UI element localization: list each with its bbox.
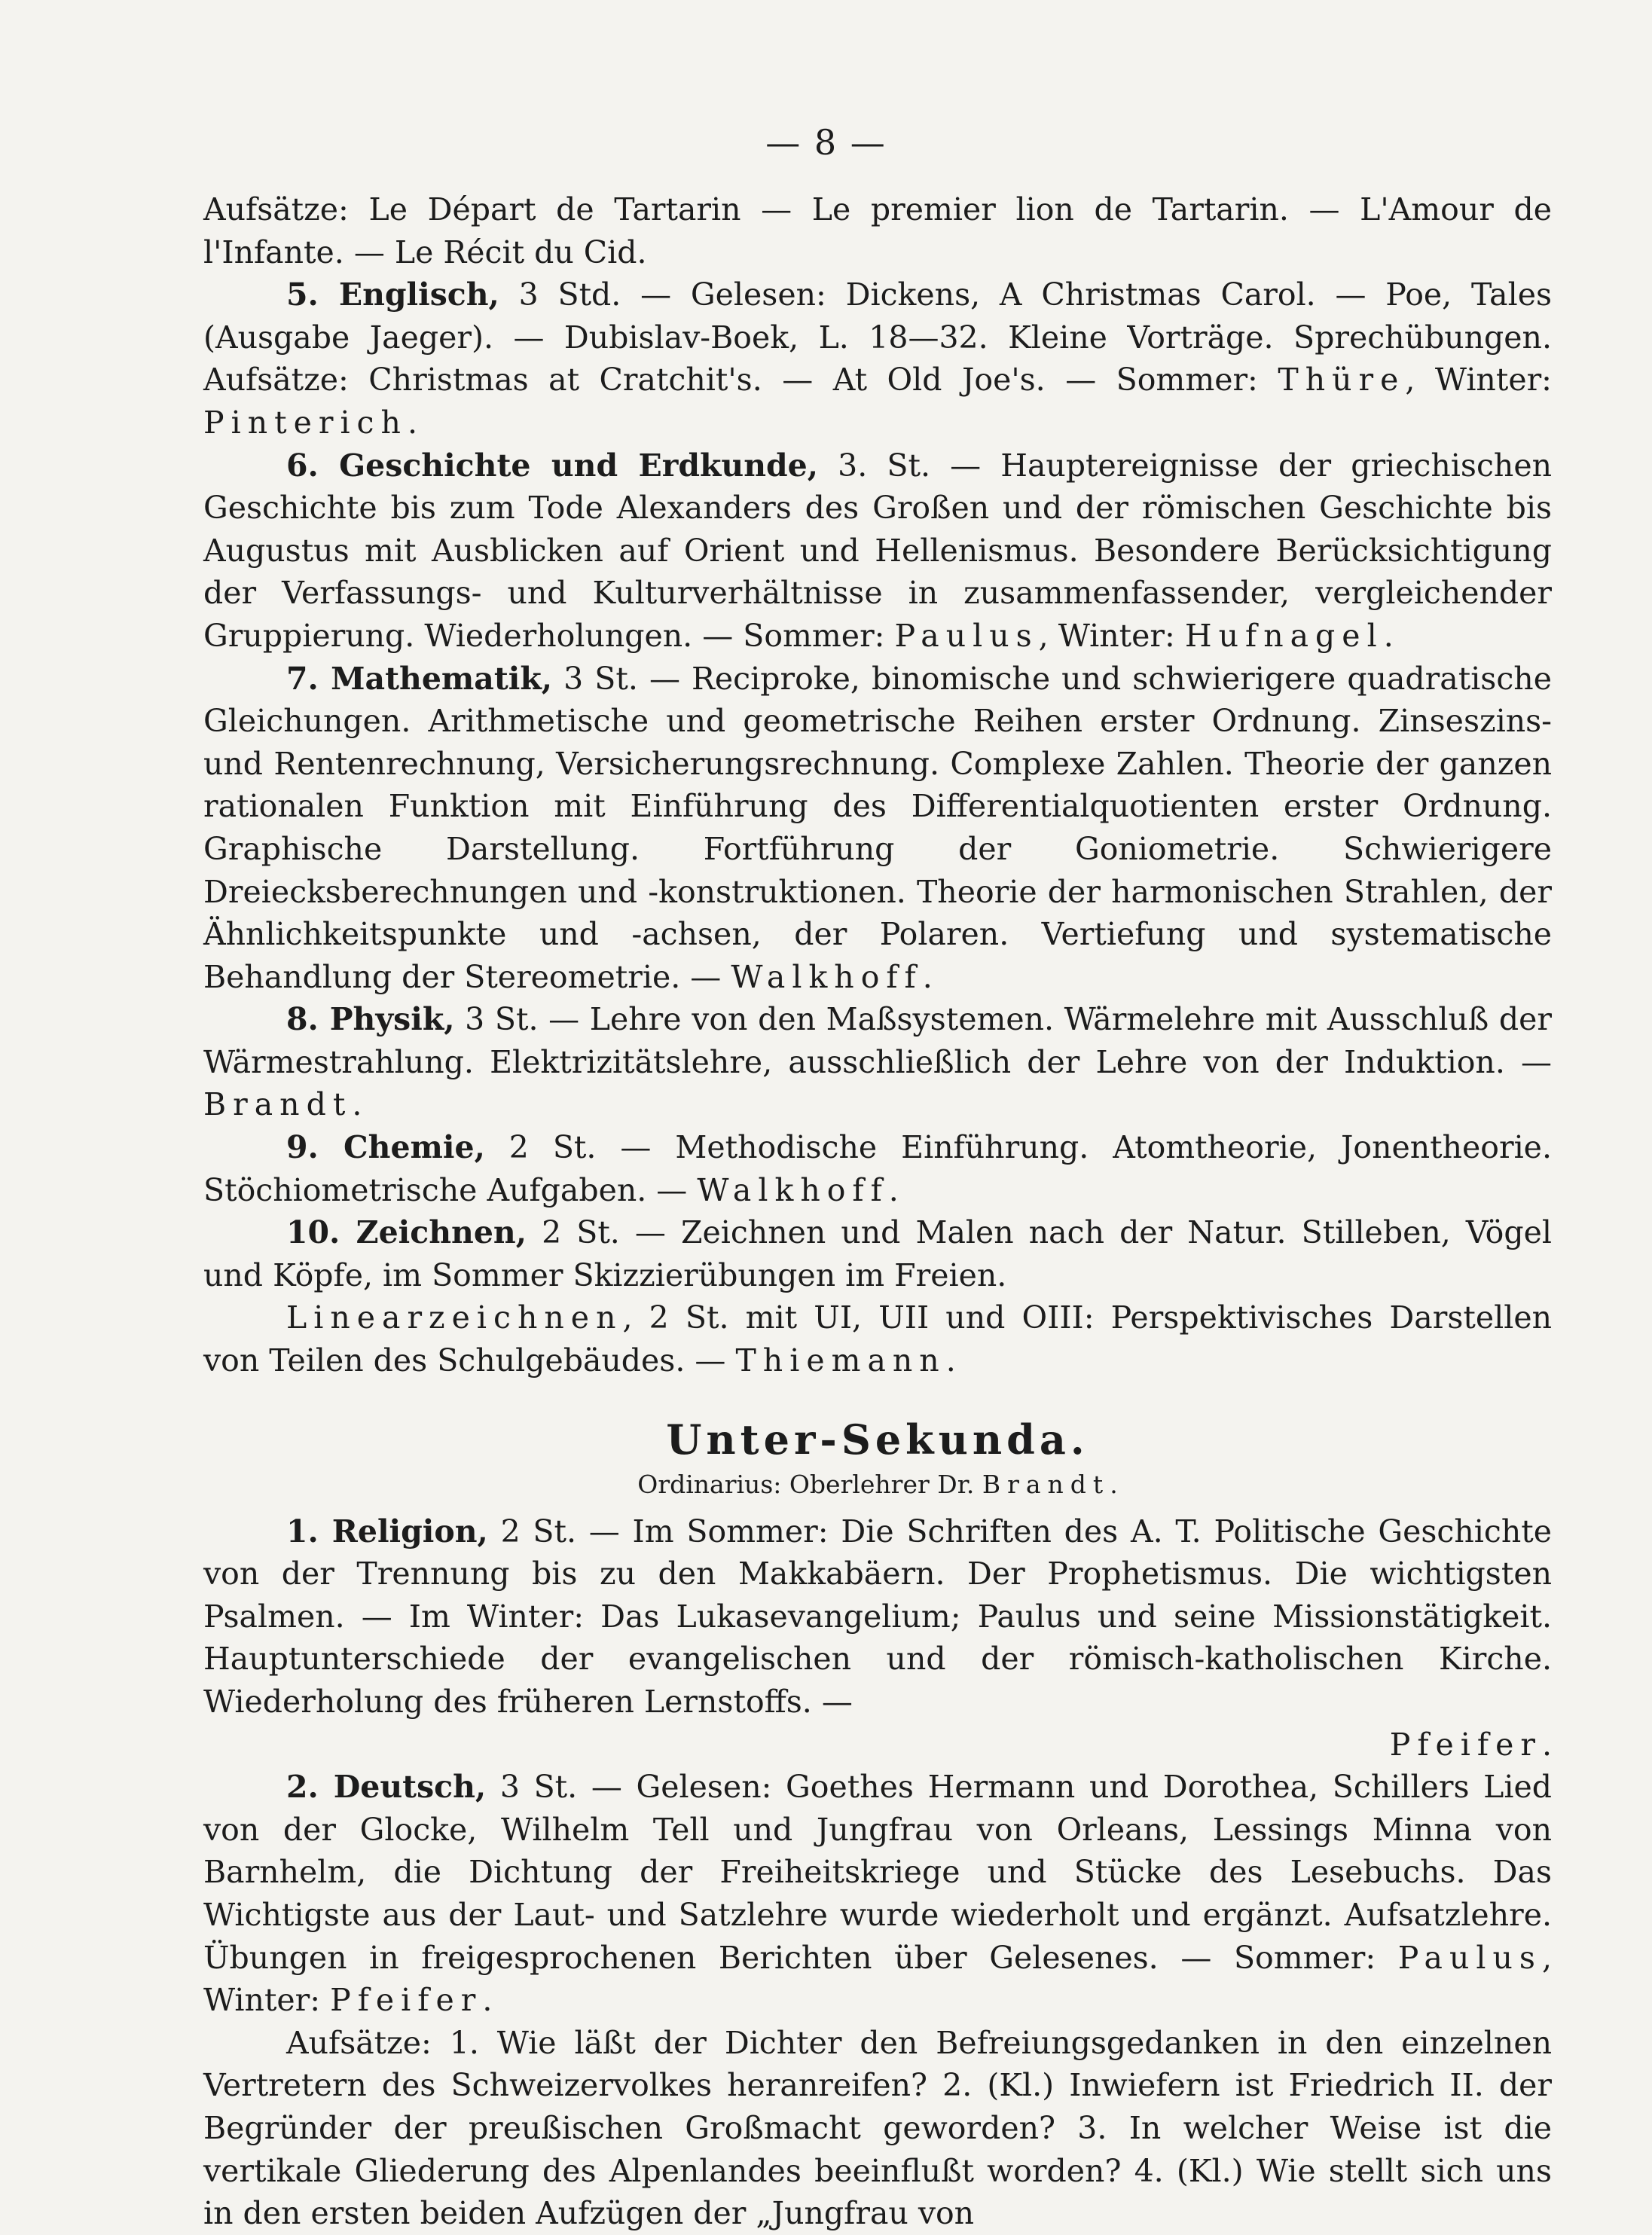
paragraph-aufsaetze-french: Aufsätze: Le Départ de Tartarin — Le premier lion de Tartarin. — L'Amour de l'Infante. — Le Récit du Cid. xyxy=(203,191,1552,270)
paragraph-zeichnen: 10. Zeichnen, 2 St. — Zeichnen und Malen nach der Natur. Stilleben, Vögel und Köpfe, im Sommer Skizzierübungen im Freien. xyxy=(203,1214,1552,1293)
ordinarius-line: Ordinarius: Oberlehrer Dr. Brandt. xyxy=(637,1469,1118,1499)
paragraph-englisch: 5. Englisch, 3 Std. — Gelesen: Dickens, A Christmas Carol. — Poe, Tales (Ausgabe Jaeger). — Dubislav-Boek, L. 18—32. Kleine Vorträge. Sprechübungen. Aufsätze: Christmas at Cratchit's. — At Old Joe's. — Sommer: Thüre, Winter: Pinterich. xyxy=(203,276,1552,441)
paragraph-physik: 8. Physik, 3 St. — Lehre von den Maßsystemen. Wärmelehre mit Ausschluß der Wärmestrahlung. Elektrizitätslehre, ausschließlich der Lehre von der Induktion. — Brandt. xyxy=(203,1001,1552,1123)
paragraph-geschichte: 6. Geschichte und Erdkunde, 3. St. — Hauptereignisse der griechischen Geschichte bis zum Tode Alexanders des Großen und der römischen Geschichte bis Augustus mit Ausblicken auf Orient und Hellenismus. Besondere Berücksichtigung der Verfassungs- und Kulturverhältnisse in zusammenfassender, vergleichender Gruppierung. Wiederholungen. — Sommer: Paulus, Winter: Hufnagel. xyxy=(203,447,1552,654)
paragraph-religion: 1. Religion, 2 St. — Im Sommer: Die Schriften des A. T. Politische Geschichte von der Trennung bis zu den Makkabäern. Der Prophetismus. Die wichtigsten Psalmen. — Im Winter: Das Lukasevangelium; Paulus und seine Missionstätigkeit. Hauptunterschiede der evangelischen und der römisch-katholischen Kirche. Wiederholung des früheren Lernstoffs. — xyxy=(203,1513,1552,1720)
paragraph-aufsaetze-deutsch: Aufsätze: 1. Wie läßt der Dichter den Befreiungsgedanken in den einzelnen Vertretern des Schweizervolkes heranreifen? 2. (Kl.) Inwiefern ist Friedrich II. der Begründer der preußischen Großmacht geworden? 3. In welcher Weise ist die vertikale Gliederung des Alpenlandes beeinflußt worden? 4. (Kl.) Wie stellt sich uns in den ersten beiden Aufzügen der „Jungfrau von xyxy=(203,2024,1552,2232)
body-text xyxy=(203,188,1552,2235)
religion-teacher: Pfeifer. xyxy=(1389,1726,1552,1763)
page-number: — 8 — xyxy=(765,122,887,163)
paragraph-chemie: 9. Chemie, 2 St. — Methodische Einführung. Atomtheorie, Jonentheorie. Stöchiometrische Aufgaben. — Walkhoff. xyxy=(203,1129,1552,1208)
section-heading: Unter-Sekunda. xyxy=(666,1415,1089,1464)
paragraph-linearzeichnen: Linearzeichnen, 2 St. mit UI, UII und OIII: Perspektivisches Darstellen von Teilen des Schulgebäudes. — Thiemann. xyxy=(203,1299,1552,1379)
paragraph-mathematik: 7. Mathematik, 3 St. — Reciproke, binomische und schwierigere quadratische Gleichungen. Arithmetische und geometrische Reihen erster Ordnung. Zinseszins- und Rentenrechnung, Versicherungsrechnung. Complexe Zahlen. Theorie der ganzen rationalen Funktion mit Einführung des Differentialquotienten erster Ordnung. Graphische Darstellung. Fortführung der Goniometrie. Schwierigere Dreiecksberechnungen und -konstruktionen. Theorie der harmonischen Strahlen, der Ähnlichkeitspunkte und -achsen, der Polaren. Vertiefung und systematische Behandlung der Stereometrie. — Walkhoff. xyxy=(203,660,1552,995)
paragraph-deutsch: 2. Deutsch, 3 St. — Gelesen: Goethes Hermann und Dorothea, Schillers Lied von der Glocke, Wilhelm Tell und Jungfrau von Orleans, Lessings Minna von Barnhelm, die Dichtung der Freiheitskriege und Stücke des Lesebuchs. Das Wichtigste aus der Laut- und Satzlehre wurde wiederholt und ergänzt. Aufsatzlehre. Übungen in freigesprochenen Berichten über Gelesenes. — Sommer: Paulus, Winter: Pfeifer. xyxy=(203,1769,1552,2019)
